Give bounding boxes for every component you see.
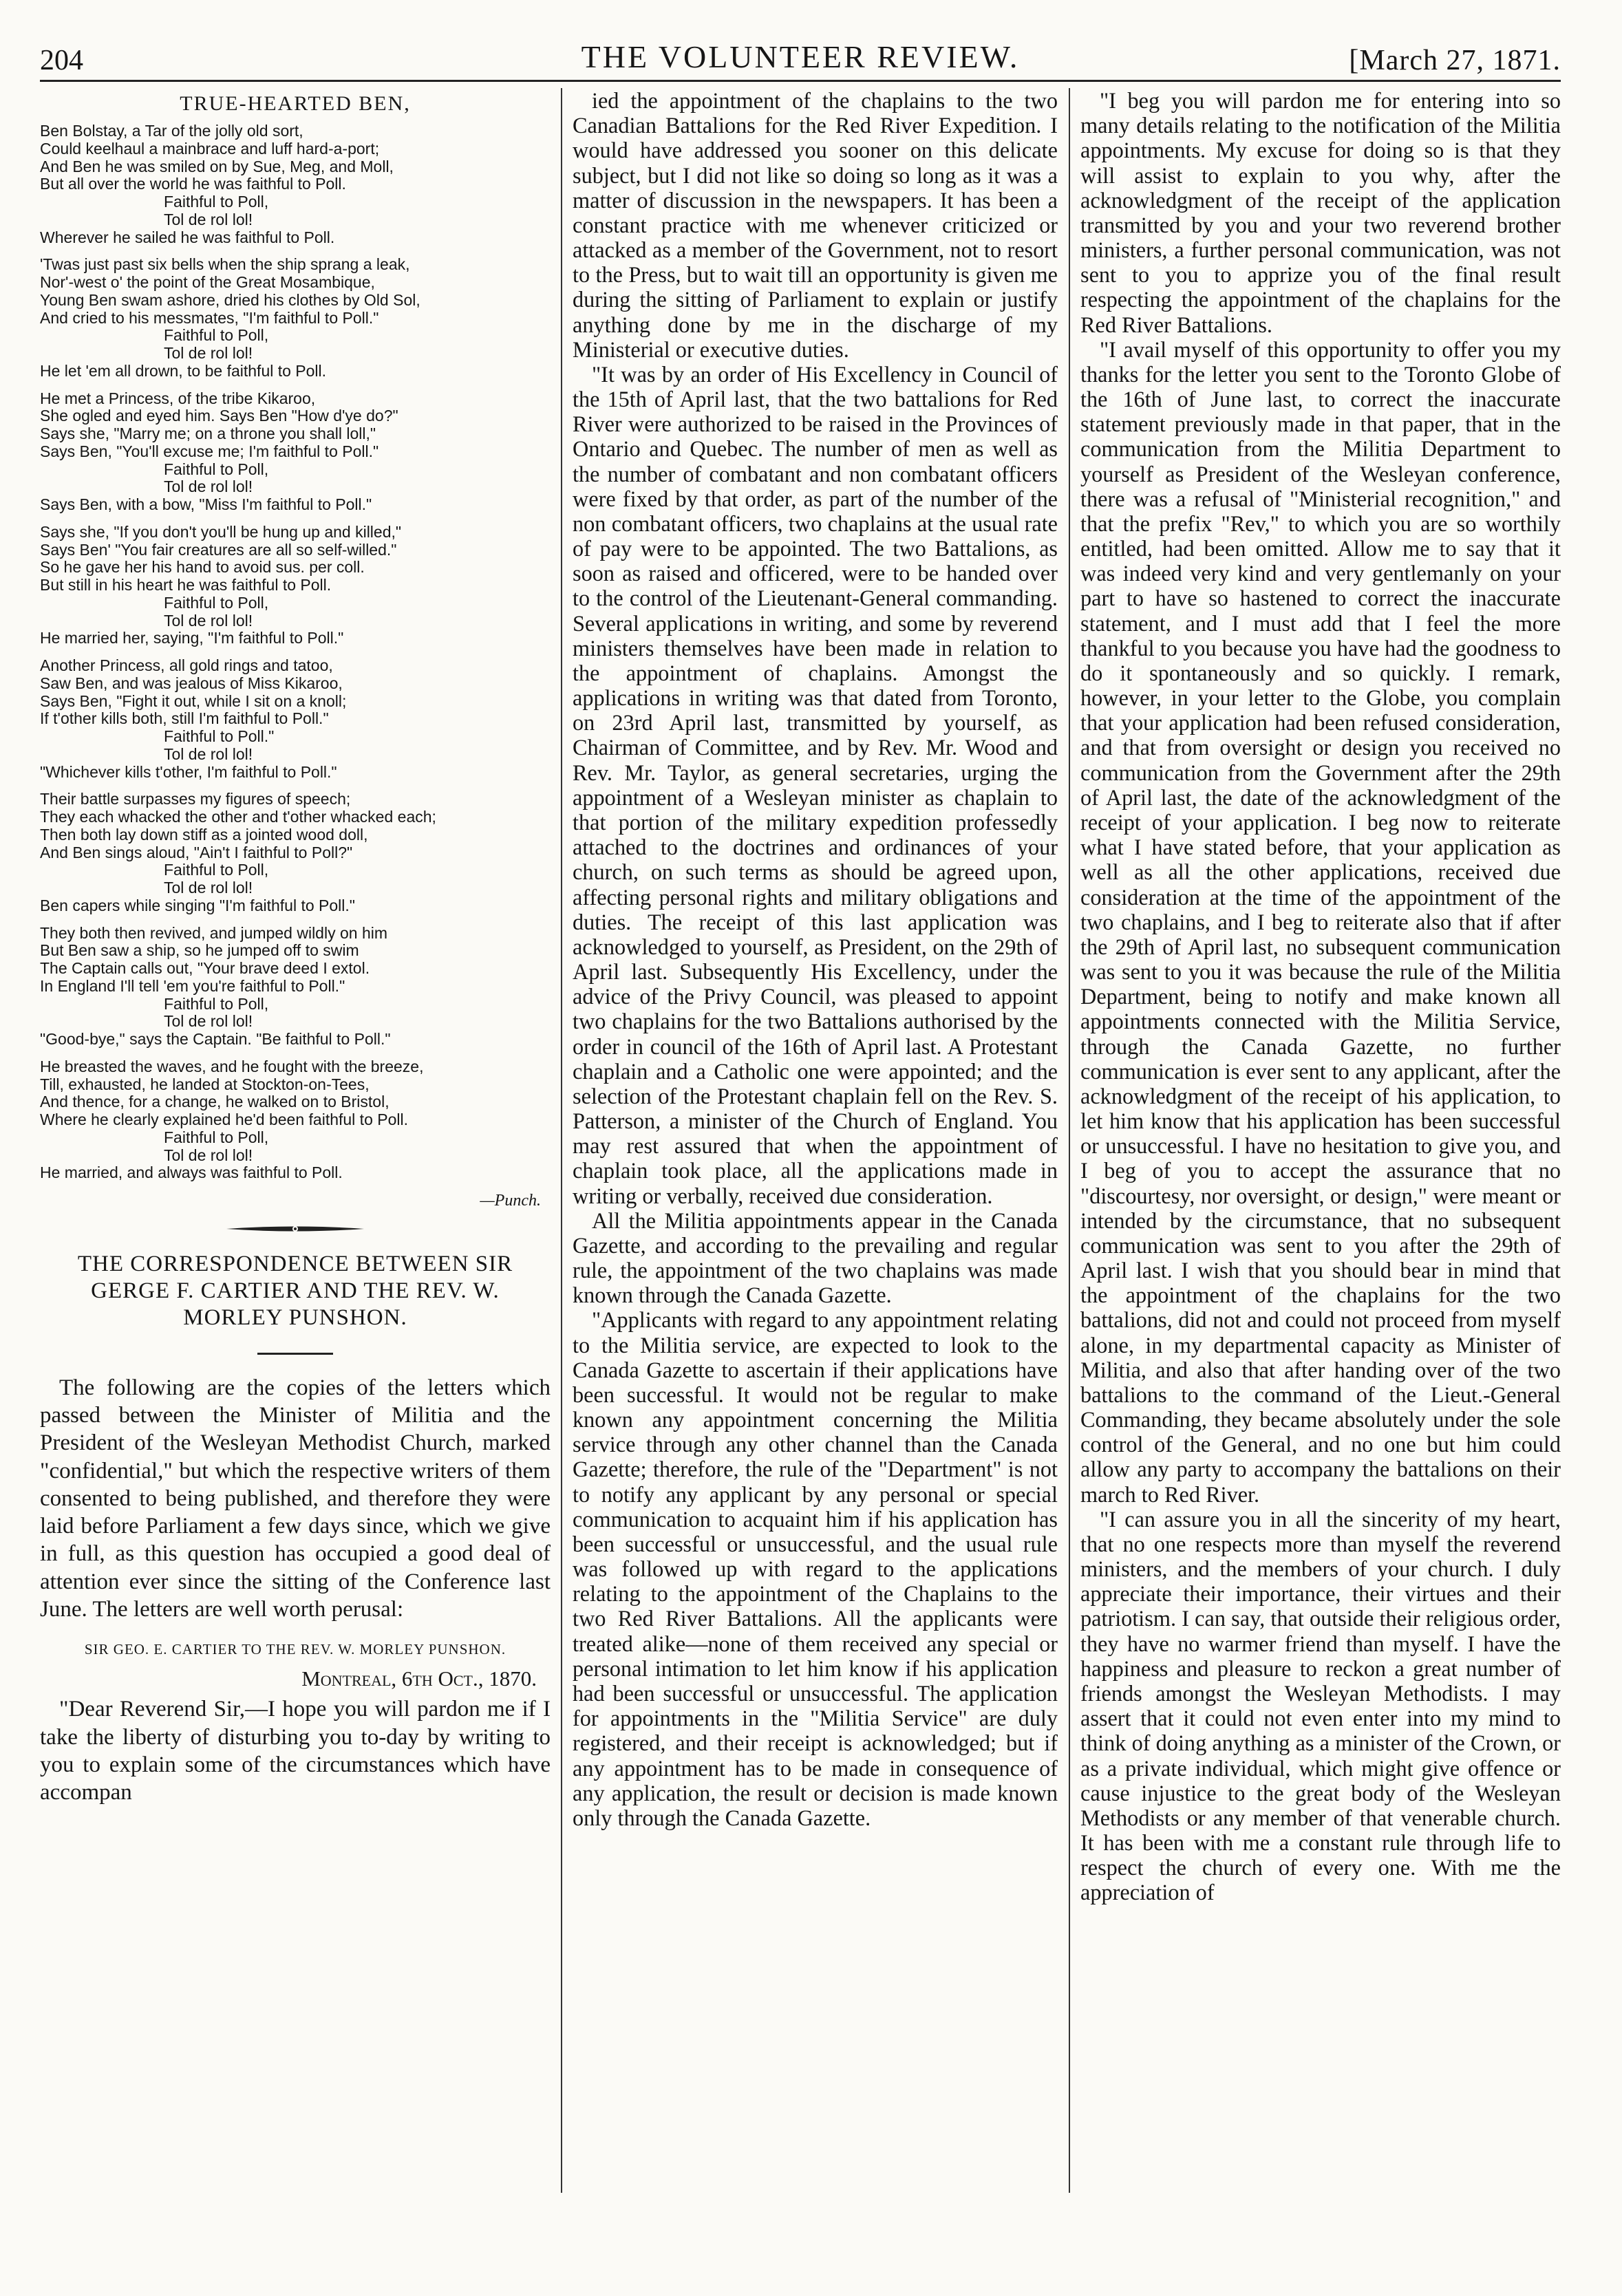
- poem-line: He married her, saying, "I'm faithful to Poll.": [40, 629, 344, 647]
- poem-line: Tol de rol lol!: [164, 879, 253, 897]
- poem-line: Wherever he sailed he was faithful to Poll.: [40, 228, 335, 246]
- poem-line: Saw Ben, and was jealous of Miss Kikaroo,: [40, 674, 343, 692]
- poem-stanza: [40, 1058, 551, 1182]
- poem-line: Young Ben swam ashore, dried his clothes by Old Sol,: [40, 290, 420, 309]
- poem-line: Till, exhausted, he landed at Stockton-on-Tees,: [40, 1075, 370, 1093]
- page-header: [40, 39, 1561, 74]
- poem-line: Tol de rol lol!: [164, 478, 253, 496]
- article-paragraph: "Applicants with regard to any appointment relating to the Militia service, are expected to look to the Canada Gazette to ascertain if their applications have been successful. It would not be regular to make known any appointment concerning the Militia service through any other channel than the Canada Gazette; therefore, the rule of the "Department" is not to notify any applicant by any personal or special communication to acquaint him if his application has been successful or unsuccessful, and the usual rule was followed up with regard to the applications relating to the appointment of the Chaplains to the two Red River Battalions. All the applicants were treated alike—none of them received any special or personal intimation to let him know if his application had been successful or unsuccessful. The application for appointments in the "Militia Service" are duly registered, and their receipt is acknowledged; but if any appointment has to be made in consequence of any application, the result or decision is made known only through the Canada Gazette.: [573, 1307, 1058, 1830]
- poem-line: Ben capers while singing "I'm faithful to Poll.": [40, 896, 355, 914]
- poem-line: Says Ben, "Fight it out, while I sit on a knoll;: [40, 691, 347, 710]
- poem-line: Tol de rol lol!: [164, 1012, 253, 1031]
- poem-line: Faithful to Poll,: [164, 326, 269, 345]
- poem-line: "Whichever kills t'other, I'm faithful to Poll.": [40, 762, 337, 781]
- poem-line: Tol de rol lol!: [164, 344, 253, 362]
- poem-line: Their battle surpasses my figures of speech;: [40, 790, 351, 808]
- poem-line: But still in his heart he was faithful to Poll.: [40, 576, 332, 594]
- issue-date: [March 27, 1871.: [1349, 45, 1561, 76]
- poem-line: The Captain calls out, "Your brave deed I extol.: [40, 959, 370, 977]
- column-divider-1: [561, 88, 562, 2193]
- poem-line: Ben Bolstay, a Tar of the jolly old sort,: [40, 122, 303, 140]
- column-1: [40, 88, 551, 2193]
- poem-stanza: [40, 524, 551, 647]
- poem-stanza: [40, 925, 551, 1049]
- header-rule: [40, 80, 1561, 82]
- poem-body: [40, 122, 551, 1182]
- poem-line: Tol de rol lol!: [164, 210, 253, 228]
- poem-line: So he gave her his hand to avoid sus. per coll.: [40, 558, 365, 577]
- poem-line: Where he clearly explained he'd been faithful to Poll.: [40, 1111, 408, 1128]
- letter-heading: SIR GEO. E. CARTIER TO THE REV. W. MORLEY PUNSHON.: [84, 1641, 506, 1658]
- poem-line: And thence, for a change, he walked on to Bristol,: [40, 1093, 390, 1111]
- poem-line: He breasted the waves, and he fought with the breeze,: [40, 1057, 424, 1075]
- poem-line: Faithful to Poll.": [164, 727, 275, 745]
- poem-line: But all over the world he was faithful to Poll.: [40, 175, 346, 193]
- page-number: 204: [40, 45, 83, 76]
- poem-line: Another Princess, all gold rings and tatoo,: [40, 656, 333, 674]
- article-paragraph: ied the appointment of the chaplains to the two Canadian Battalions for the Red River Expedition. I would have addressed you sooner on this delicate subject, but I did not like so doing so long as it was a matter of discussion in the newspapers. It has been a constant practice with me whenever criticized or attacked as a member of the Government, not to resort to the Press, but to wait till an opportunity is given me during the sitting of Parliament to explain or justify anything done by me in the discharge of my Ministerial or executive duties.: [573, 88, 1058, 362]
- poem-line: Faithful to Poll,: [164, 1128, 269, 1146]
- poem-line: Tol de rol lol!: [164, 611, 253, 630]
- poem-line: He married, and always was faithful to Poll.: [40, 1163, 343, 1182]
- article-paragraph: "It was by an order of His Excellency in Council of the 15th of April last, that the two battalions for Red River were authorized to be raised in the Provinces of Ontario and Quebec. The number of men as well as the number of combatant and non combatant officers were fixed by that order, as part of the number of the non combatant officers, two chaplains at the usual rate of pay were to be appointed. The two Battalions, as soon as raised and officered, were to be handed over to the control of the Lieutenant-General commanding. Several applications in writing, and some by reverend ministers themselves have been made in relation to the appointment of chaplains. Amongst the applications in writing was that dated from Toronto, on 23rd April last, transmitted by yourself, as Chairman of Committee, and by Rev. Mr. Wood and Rev. Mr. Taylor, as general secretaries, urging the appointment of a Wesleyan minister as chaplain to that portion of the military expedition professedly attached to the doctrines and ordinances of your church, on such terms as should be agreed upon, affecting personal rights and military obligations and duties. The receipt of this last application was acknowledged to yourself, as President, on the 29th of April last. Subsequently His Excellency, under the advice of the Privy Council, was pleased to appoint two chaplains for the two Battalions authorised by the order in council of the 16th of April last. A Protestant chaplain and a Catholic one were appointed; and the selection of the Protestant chaplain fell on the Rev. S. Patterson, a minister of the Church of England. You may rest assured that when the appointment of chaplain took place, all the applications made in writing or verbally, received due consideration.: [573, 361, 1058, 1208]
- poem-line: And Ben sings aloud, "Ain't I faithful to Poll?": [40, 843, 353, 861]
- poem-stanza: [40, 657, 551, 781]
- article-paragraph: "I avail myself of this opportunity to offer you my thanks for the letter you sent to the Toronto Globe of the 16th of June last, to correct the inaccurate statement previously made in that paper, that in the communication from the Militia Department to yourself as President of the Wesleyan conference, there was a refusal of "Ministerial recognition," and that the prefix "Rev," to which you are so worthily entitled, had been omitted. Allow me to say that it was indeed very kind and very gentlemanly on your part to have so hastened to correct the inaccurate statement, and I must add that I feel the more thankful to you because you have had the goodness to do it spontaneously and so quickly. I remark, however, in your letter to the Globe, you complain that your application had been refused consideration, and that from oversight or design you received no communication from the Government after the 29th of April last, the date of the acknowledgment of the receipt of your application. I beg now to reiterate what I have stated before, that your application as well as all the other applications, received due consideration at the time of the appointment of the two chaplains, and I beg to reiterate also that if after the 29th of April last, no subsequent communication was sent to you it was because the rule of the Militia Department, being to notify and make known all appointments connected with the Militia Service, through the Canada Gazette, no further communication is ever sent to any applicant, after the acknowledgment of the receipt of his application, to let him know that his application has been successful or unsuccessful. I have no hesitation to give you, and I beg of you to accept the assurance that no "discourtesy, nor oversight, or design," were meant or intended by the circumstance, that no subsequent communication was sent to you after the 29th of April last. I wish that you should bear in mind that the appointment of the chaplains for the two battalions, did not and could not proceed from myself alone, in my departmental capacity as Minister of Militia, and also that after handing over of the two battalions to the command of the Lieut.-General Commanding, they became absolutely under the sole control of the General, and no one but him could allow any party to accompany the battalions on their march to Red River.: [1080, 336, 1561, 1507]
- article-headline: THE CORRESPONDENCE BETWEEN SIR GERGE F. CARTIER AND THE REV. W. MORLEY PUNSHON.: [77, 1252, 513, 1330]
- section-ornament: [40, 1224, 551, 1237]
- poem-line: Nor'-west o' the point of the Great Mosambique,: [40, 273, 375, 291]
- poem-line: And Ben he was smiled on by Sue, Meg, and Moll,: [40, 157, 394, 175]
- column-divider-2: [1069, 88, 1070, 2193]
- poem-line: They both then revived, and jumped wildly on him: [40, 923, 388, 942]
- poem-line: He let 'em all drown, to be faithful to Poll.: [40, 361, 327, 380]
- poem-line: Says Ben, "You'll excuse me; I'm faithful to Poll.": [40, 442, 379, 460]
- article-paragraph: "I can assure you in all the sincerity of my heart, that no one respects more than myself the reverend ministers, and the members of your church. I duly appreciate their importance, their virtues and their patriotism. I can say, that outside their religious order, they have no warmer friend than myself. I have the happiness and pleasure to reckon a great number of friends amongst the Wesleyan Methodists. I may assert that it could not even enter into my mind to think of doing anything as a minister of the Crown, or as a private individual, which might give offence or cause injustice to the great body of the Wesleyan Methodists or any member of that venerable church. It has been with me a constant rule through life to respect the church of every one. With me the appreciation of: [1080, 1506, 1561, 1905]
- column-2: [573, 88, 1058, 2193]
- poem-line: Could keelhaul a mainbrace and luff hard-a-port;: [40, 139, 380, 158]
- headline-rule: [40, 1347, 551, 1359]
- poem-line: Then both lay down stiff as a jointed wood doll,: [40, 825, 368, 844]
- poem-stanza: [40, 791, 551, 914]
- poem-line: Says she, "Marry me; on a throne you shall loll,": [40, 425, 376, 442]
- poem-line: Says Ben, with a bow, "Miss I'm faithful to Poll.": [40, 495, 372, 513]
- poem-line: Tol de rol lol!: [164, 744, 253, 763]
- poem-line: But Ben saw a ship, so he jumped off to swim: [40, 941, 359, 960]
- poem-line: "Good-bye," says the Captain. "Be faithful to Poll.": [40, 1030, 391, 1048]
- poem-line: And cried to his messmates, "I'm faithful to Poll.": [40, 308, 379, 327]
- poem-line: Faithful to Poll,: [164, 994, 269, 1013]
- poem-line: Faithful to Poll,: [164, 593, 269, 612]
- poem-title: TRUE-HEARTED BEN,: [180, 92, 411, 115]
- article-paragraph: "I beg you will pardon me for entering into so many details relating to the notification of the Militia appointments. My excuse for doing so is that they will assist to explain to you why, after the acknowledgment of the receipt of the application transmitted by you and your two reverend brother ministers, a further personal communication, was not sent to you to apprize you of the final result respecting the appointment of the chaplains for the Red River Battalions.: [1080, 88, 1561, 337]
- poem-line: Faithful to Poll,: [164, 193, 269, 211]
- article-intro: The following are the copies of the letters which passed between the Minister of Militia and the President of the Wesleyan Methodist Church, marked "confidential," but which the respective writers of them consented to being published, and therefore they were laid before Parliament a few days since, which we give in full, as this question has occupied a good deal of attention ever since the sitting of the Conference last June. The letters are well worth perusal:: [40, 1375, 551, 1622]
- newspaper-title: THE VOLUNTEER REVIEW.: [581, 39, 1020, 74]
- poem-stanza: [40, 256, 551, 380]
- poem-line: In England I'll tell 'em you're faithful to Poll.": [40, 976, 345, 995]
- column-2-text: [573, 88, 1058, 1830]
- column-3: [1080, 88, 1561, 2193]
- poem-stanza: [40, 122, 551, 246]
- poem-line: Faithful to Poll,: [164, 460, 269, 478]
- poem-line: They each whacked the other and t'other whacked each;: [40, 808, 436, 826]
- column-3-text: [1080, 88, 1561, 1905]
- poem-line: If t'other kills both, still I'm faithful to Poll.": [40, 709, 329, 728]
- poem-line: Says she, "If you don't you'll be hung up and killed,": [40, 522, 402, 541]
- column-1-text: [40, 1695, 551, 1806]
- poem-source: —Punch.: [480, 1192, 541, 1210]
- poem-stanza: [40, 390, 551, 514]
- poem-line: Tol de rol lol!: [164, 1146, 253, 1164]
- article-paragraph: All the Militia appointments appear in the Canada Gazette, and according to the prevailing and regular rule, the appointment of the two chaplains was made known through the Canada Gazette.: [573, 1208, 1058, 1308]
- poem-line: He met a Princess, of the tribe Kikaroo,: [40, 389, 316, 407]
- poem-line: 'Twas just past six bells when the ship sprang a leak,: [40, 255, 410, 274]
- article-paragraph: "Dear Reverend Sir,—I hope you will pardon me if I take the liberty of disturbing you to-day by writing to you to explain some of the circumstances which have accompan: [40, 1697, 551, 1805]
- poem-line: Says Ben' "You fair creatures are all so self-willed.": [40, 540, 397, 559]
- poem-line: She ogled and eyed him. Says Ben "How d'ye do?": [40, 407, 398, 425]
- poem-line: Faithful to Poll,: [164, 861, 269, 879]
- letter-dateline: Montreal, 6th Oct., 1870.: [301, 1666, 537, 1691]
